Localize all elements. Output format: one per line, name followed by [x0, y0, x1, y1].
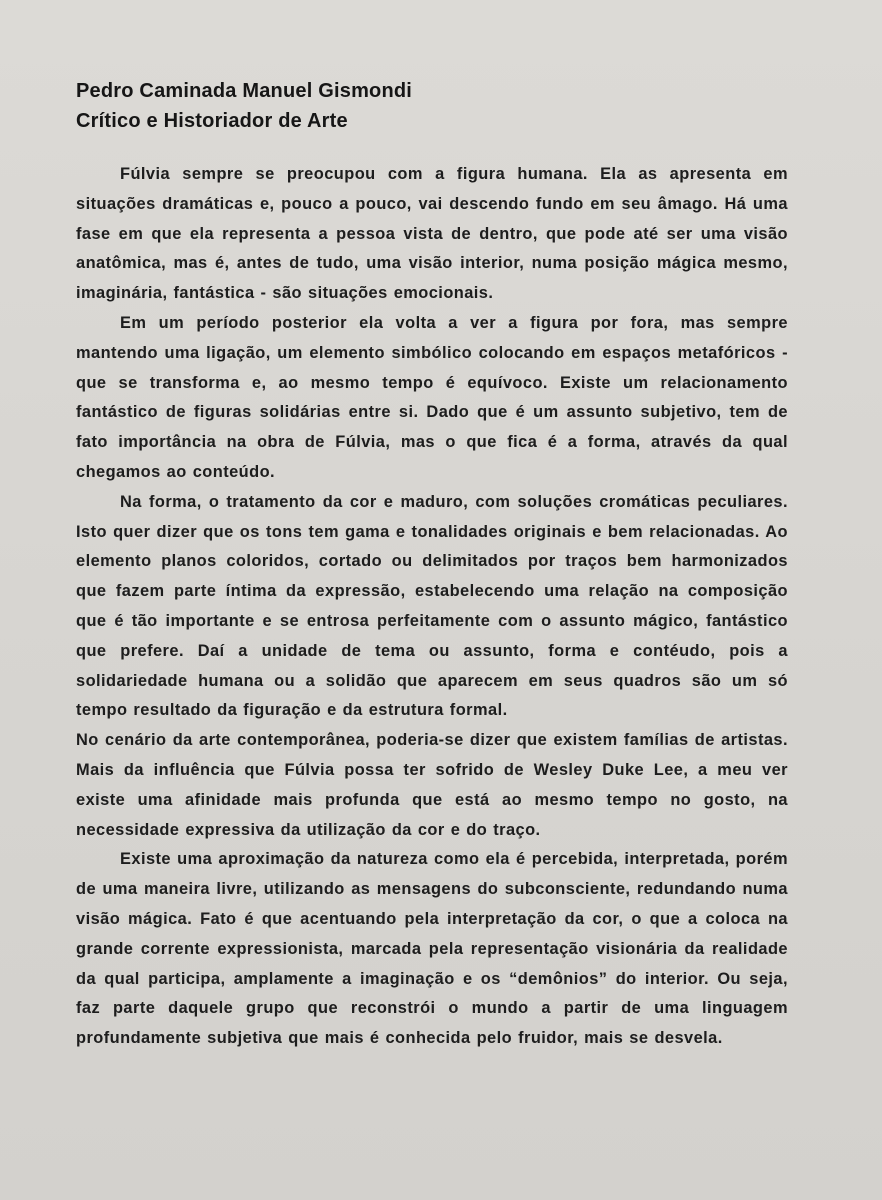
- paragraph-1: Fúlvia sempre se preocupou com a figura humana. Ela as apresenta em situações dramáticas e, pouco a pouco, vai descendo fundo em seu âmago. Há uma fase em que ela representa a pessoa vista de dentro, que pode até ser uma visão anatômica, mas é, antes de tudo, uma visão interior, numa posição mágica mesmo, imaginária, fantástica - são situações emocionais.: [76, 165, 788, 303]
- paragraph-5: Existe uma aproximação da natureza como ela é percebida, interpretada, porém de uma maneira livre, utilizando as mensagens do subconsciente, redundando numa visão mágica. Fato é que acentuando pela interpretação da cor, o que a coloca na grande corrente expressionista, marcada pela representação visionária da realidade da qual participa, amplamente a imaginação e os “demônios” do interior. Ou seja, faz parte daquele grupo que reconstrói o mundo a partir de uma linguagem profundamente subjetiva que mais é conhecida pelo fruidor, mais se desvela.: [76, 850, 788, 1048]
- paragraph-2: Em um período posterior ela volta a ver a figura por fora, mas sempre mantendo uma ligação, um elemento simbólico colocando em espaços metafóricos - que se transforma e, ao mesmo tempo é equívoco. Existe um relacionamento fantástico de figuras solidárias entre si. Dado que é um assunto subjetivo, tem de fato importância na obra de Fúlvia, mas o que fica é a forma, através da qual chegamos ao conteúdo.: [76, 313, 788, 481]
- author-name: Pedro Caminada Manuel Gismondi: [76, 80, 413, 102]
- essay-body: [76, 160, 788, 1054]
- paragraph-3: Na forma, o tratamento da cor e maduro, com soluções cromáticas peculiares. Isto quer dizer que os tons tem gama e tonalidades originais e bem relacionadas. Ao elemento planos coloridos, cortado ou delimitados por traços bem harmonizados que fazem parte íntima da expressão, estabelecendo uma relação na composição que é tão importante e se entrosa perfeitamente com o assunto mágico, fantástico que prefere. Daí a unidade de tema ou assunto, forma e contéudo, pois a solidariedade humana ou a solidão que aparecem em seus quadros são um só tempo resultado da figuração e da estrutura formal.: [76, 492, 788, 720]
- author-role: Crítico e Historiador de Arte: [76, 110, 348, 132]
- paragraph-4: No cenário da arte contemporânea, poderia-se dizer que existem famílias de artistas. Mais da influência que Fúlvia possa ter sofrido de Wesley Duke Lee, a meu ver existe uma afinidade mais profunda que está ao mesmo tempo no gosto, na necessidade expressiva da utilização da cor e do traço.: [76, 731, 788, 839]
- author-header: [76, 76, 796, 136]
